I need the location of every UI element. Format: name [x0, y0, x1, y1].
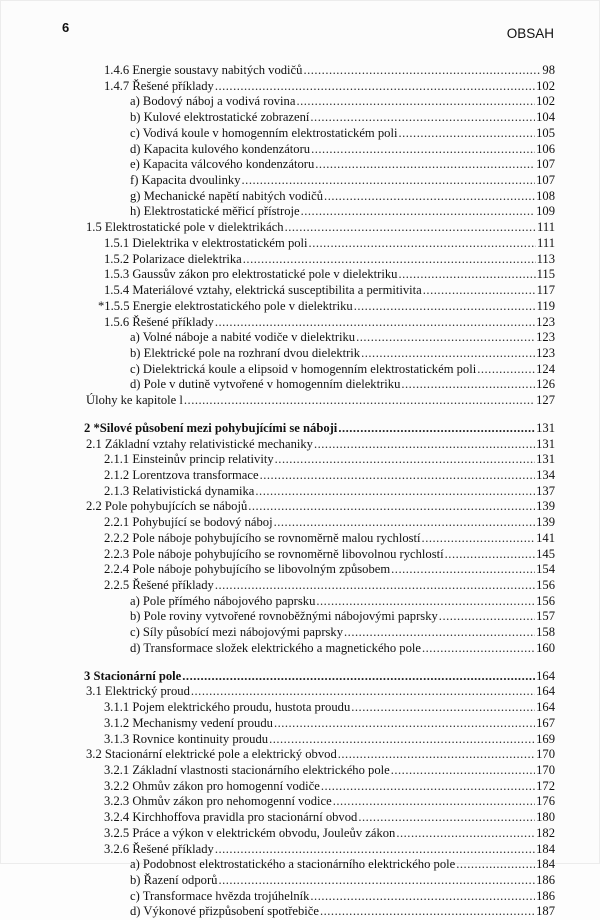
toc-entry-title: 2.2 Pole pohybujících se nábojů: [86, 499, 248, 514]
toc-entry-page: 164: [536, 684, 555, 699]
toc-entry-title: 2.1.3 Relativistická dynamika: [104, 483, 255, 498]
toc-entry-page: 170: [536, 747, 555, 762]
toc-entry-title: 2.2.2 Pole náboje pohybujícího se rovnoměrně malou rychlostí: [104, 530, 421, 545]
dot-leader: [184, 393, 535, 409]
toc-entry[interactable]: [130, 377, 555, 393]
toc-entry-title: d) Pole v dutině vytvořené v homogenním dielektriku: [130, 377, 401, 392]
toc-entry-title: b) Řazení odporů: [130, 873, 218, 887]
toc-entry-title: 3.1 Elektrický proud: [86, 684, 190, 699]
toc-entry-page: 184: [536, 857, 555, 872]
dot-leader: [354, 299, 536, 315]
toc-entry-page: 98: [542, 63, 555, 77]
dot-leader: [310, 110, 535, 126]
dot-leader: [391, 562, 535, 578]
toc-entry[interactable]: [86, 393, 555, 409]
dot-leader: [243, 252, 536, 268]
toc-entry-title: 1.4.7 Řešené příklady: [104, 78, 214, 93]
toc-entry[interactable]: [104, 716, 555, 732]
toc-entry[interactable]: [86, 684, 555, 700]
dot-leader: [333, 794, 535, 810]
toc-entry[interactable]: [130, 594, 555, 610]
toc-entry-page: 156: [536, 578, 555, 593]
toc-entry-title: d) Kapacita kulového kondenzátoru: [130, 141, 311, 156]
dot-leader: [296, 94, 535, 110]
dot-leader: [320, 904, 535, 920]
toc-entry[interactable]: [104, 531, 555, 547]
toc-entry-page: 156: [536, 593, 555, 608]
toc-entry[interactable]: [104, 79, 555, 95]
toc-entry-title: a) Pole přímého nábojového paprsku: [130, 593, 316, 608]
dot-leader: [314, 437, 535, 453]
dot-leader: [445, 547, 535, 563]
toc-entry-page: 107: [536, 173, 555, 188]
toc-entry-page: 186: [536, 873, 555, 887]
dot-leader: [423, 283, 536, 299]
toc-entry-page: 182: [536, 825, 555, 840]
toc-entry-page: 158: [536, 625, 555, 640]
toc-entry-page: 172: [536, 778, 555, 793]
toc-entry-title: 3.1.3 Rovnice kontinuity proudu: [104, 731, 269, 746]
toc-entry[interactable]: [130, 904, 555, 920]
toc-entry-page: 102: [536, 94, 555, 109]
dot-leader: [361, 346, 535, 362]
toc-entry-title: c) Transformace hvězda trojúhelník: [130, 888, 310, 903]
toc-entry-title: 1.5.1 Dielektrika v elektrostatickém poli: [104, 235, 308, 250]
toc-entry[interactable]: [104, 562, 555, 578]
toc-entry-title: c) Síly působící mezi nábojovými paprsky: [130, 625, 344, 640]
dot-leader: [191, 684, 535, 700]
dot-leader: [398, 267, 535, 283]
toc-entry-title: 1.5.2 Polarizace dielektrika: [104, 251, 242, 266]
dot-leader: [248, 499, 535, 515]
dot-leader: [182, 669, 535, 685]
dot-leader: [338, 421, 535, 437]
toc-entry[interactable]: [130, 126, 555, 142]
toc-entry[interactable]: [130, 873, 555, 889]
toc-entry[interactable]: [86, 499, 555, 515]
toc-entry-title: 3.2.5 Práce a výkon v elektrickém obvodu, Jouleův zákon: [104, 825, 396, 840]
toc-entry[interactable]: [86, 747, 555, 763]
toc-entry-title: 2.1.2 Lorentzova transformace: [104, 468, 259, 482]
toc-entry-page: 123: [536, 314, 555, 329]
dot-leader: [285, 220, 536, 236]
dot-leader: [391, 763, 535, 779]
dot-leader: [456, 857, 535, 873]
toc-entry[interactable]: [130, 189, 555, 205]
toc-entry-title: e) Kapacita válcového kondenzátoru: [130, 157, 315, 172]
toc-entry-title: d) Výkonové přizpůsobení spotřebiče: [130, 904, 319, 919]
toc-entry[interactable]: [130, 94, 555, 110]
toc-entry-title: 2.2.3 Pole náboje pohybujícího se rovnoměrně libovolnou rychlostí: [104, 546, 444, 561]
toc-entry[interactable]: [130, 142, 555, 158]
toc-entry-title: 3.2.6 Řešené příklady: [104, 841, 214, 856]
toc-entry-title: 2.1 Základní vztahy relativistické mechaniky: [86, 436, 313, 451]
toc-entry-page: 111: [537, 220, 555, 235]
dot-leader: [338, 747, 535, 763]
toc-entry[interactable]: [104, 842, 555, 858]
toc-entry-title: 1.5 Elektrostatické pole v dielektrikách: [86, 220, 284, 235]
toc-entry-page: 126: [536, 377, 555, 392]
toc-entry-title: h) Elektrostatické měřicí přístroje: [130, 204, 300, 219]
toc-entry-title: *1.5.5 Energie elektrostatického pole v dielektriku: [98, 298, 353, 313]
toc-entry-page: 131: [536, 452, 555, 467]
toc-entry-page: 186: [536, 888, 555, 903]
toc-entry-title: 1.5.3 Gaussův zákon pro elektrostatické pole v dielektriku: [104, 267, 398, 282]
toc-entry-page: 137: [536, 483, 555, 498]
toc-entry-page: 102: [536, 78, 555, 93]
dot-leader: [324, 189, 535, 205]
dot-leader: [321, 779, 535, 795]
toc-entry[interactable]: [104, 468, 555, 484]
toc-entry[interactable]: [130, 110, 555, 126]
toc-entry[interactable]: [104, 700, 555, 716]
toc-entry-page: 164: [536, 668, 555, 683]
dot-leader: [215, 315, 535, 331]
page-number: 6: [62, 20, 70, 35]
toc-entry-title: a) Podobnost elektrostatického a stacionárního elektrického pole: [130, 857, 456, 872]
toc-entry[interactable]: [104, 452, 555, 468]
toc-entry-title: 3 Stacionární pole: [84, 668, 182, 683]
toc-entry-page: 176: [536, 794, 555, 809]
toc-entry[interactable]: [130, 204, 555, 220]
toc-entry-title: 3.1.2 Mechanismy vedení proudu: [104, 715, 273, 730]
toc-entry-page: 109: [536, 204, 555, 219]
dot-leader: [311, 142, 535, 158]
toc-entry-title: 3.2.1 Základní vlastnosti stacionárního elektrického pole: [104, 762, 390, 777]
toc-entry-title: g) Mechanické napětí nabitých vodičů: [130, 188, 324, 203]
toc-entry-page: 180: [536, 810, 555, 825]
toc-entry-page: 104: [536, 110, 555, 125]
toc-entry-title: f) Kapacita dvoulinky: [130, 173, 241, 188]
dot-leader: [260, 468, 536, 484]
toc-entry-title: d) Transformace složek elektrického a magnetického pole: [130, 640, 421, 655]
toc-entry[interactable]: [130, 889, 555, 905]
toc-entry-page: 127: [536, 393, 555, 408]
toc-entry-title: 2.2.4 Pole náboje pohybujícího se libovolným způsobem: [104, 562, 391, 577]
dot-leader: [218, 873, 535, 889]
toc-entry[interactable]: [104, 547, 555, 563]
toc-entry-title: 3.1.1 Pojem elektrického proudu, hustota proudu: [104, 700, 351, 715]
dot-leader: [398, 126, 535, 142]
toc-entry-page: 164: [536, 700, 555, 715]
toc-entry[interactable]: [104, 578, 555, 594]
running-header-title: OBSAH: [506, 26, 554, 41]
toc-entry-title: b) Pole roviny vytvořené rovnoběžnými nábojovými paprsky: [130, 609, 438, 624]
dot-leader: [351, 700, 535, 716]
toc-entry-title: b) Kulové elektrostatické zobrazení: [130, 110, 310, 125]
toc-entry[interactable]: [130, 625, 555, 641]
toc-entry-page: 139: [536, 515, 555, 530]
toc-entry-page: 123: [536, 330, 555, 345]
toc-entry-title: 3.2.3 Ohmův zákon pro nehomogenní vodice: [104, 794, 332, 809]
toc-entry[interactable]: [104, 515, 555, 531]
toc-chapter-entry[interactable]: [84, 421, 555, 437]
toc-entry[interactable]: [104, 732, 555, 748]
dot-leader: [255, 484, 535, 500]
toc-entry[interactable]: [104, 810, 555, 826]
toc-entry-title: c) Dielektrická koule a elipsoid v homogenním elektrostatickém poli: [130, 361, 477, 376]
dot-leader: [215, 79, 535, 95]
dot-leader: [396, 826, 535, 842]
toc-chapter-entry[interactable]: [84, 669, 555, 685]
toc-entry-page: 115: [536, 267, 555, 282]
toc-entry-title: 2.1.1 Einsteinův princip relativity: [104, 452, 274, 467]
dot-leader: [422, 641, 535, 657]
toc-entry-title: 3.2.2 Ohmův zákon pro homogenní vodiče: [104, 778, 320, 793]
dot-leader: [439, 609, 535, 625]
toc-entry[interactable]: [86, 220, 555, 236]
toc-entry-title: a) Bodový náboj a vodivá rovina: [130, 94, 296, 109]
toc-entry-page: 154: [536, 562, 555, 577]
toc-entry-page: 111: [537, 235, 555, 250]
dot-leader: [215, 842, 535, 858]
toc-entry-page: 170: [536, 762, 555, 777]
toc-entry-title: b) Elektrické pole na rozhraní dvou dielektrik: [130, 345, 361, 360]
dot-leader: [269, 732, 535, 748]
dot-leader: [477, 362, 535, 378]
toc-entry-page: 113: [536, 251, 555, 266]
toc-entry[interactable]: [130, 330, 555, 346]
dot-leader: [401, 377, 535, 393]
toc-entry[interactable]: [104, 283, 555, 299]
toc-entry[interactable]: [130, 641, 555, 657]
dot-leader: [301, 204, 536, 220]
toc-entry-page: 157: [536, 609, 555, 624]
toc-entry-title: c) Vodivá koule v homogenním elektrostatickém poli: [130, 125, 398, 140]
toc-entry-title: Úlohy ke kapitole l: [86, 393, 183, 408]
toc-entry[interactable]: [130, 346, 555, 362]
toc-entry-title: 2.2.1 Pohybující se bodový náboj: [104, 515, 273, 530]
toc-entry-title: 1.5.6 Řešené příklady: [104, 314, 214, 329]
toc-entry-title: 2.2.5 Řešené příklady: [104, 578, 214, 593]
toc-entry-page: 134: [536, 468, 555, 482]
toc-entry[interactable]: [104, 779, 555, 795]
toc-entry[interactable]: [130, 173, 555, 189]
dot-leader: [356, 330, 535, 346]
dot-leader: [422, 531, 536, 547]
toc-entry[interactable]: [130, 362, 555, 378]
dot-leader: [358, 810, 535, 826]
toc-entry[interactable]: [104, 252, 555, 268]
toc-entry-title: 2 *Silové působení mezi pohybujícími se náboji: [84, 420, 338, 435]
toc-entry[interactable]: [104, 484, 555, 500]
dot-leader: [274, 716, 535, 732]
toc-entry-page: 105: [536, 125, 555, 140]
toc-entry-page: 124: [536, 361, 555, 376]
toc-entry-title: a) Volné náboje a nabité vodiče v dielektriku: [130, 330, 356, 345]
toc-entry-page: 119: [536, 298, 555, 313]
toc-entry-page: 107: [536, 157, 555, 172]
toc-entry-title: 3.2.4 Kirchhoffova pravidla pro stacionární obvod: [104, 810, 358, 825]
toc-entry-title: 1.4.6 Energie soustavy nabitých vodičů: [104, 63, 303, 77]
toc-entry-page: 184: [536, 841, 555, 856]
toc-entry-title: 3.2 Stacionární elektrické pole a elektrický obvod: [86, 747, 337, 762]
toc-entry-page: 123: [536, 345, 555, 360]
toc-entry[interactable]: [130, 857, 555, 873]
dot-leader: [315, 157, 535, 173]
toc-entry-page: 108: [536, 188, 555, 203]
toc-entry-page: 106: [536, 141, 555, 156]
toc-entry-page: 145: [536, 546, 555, 561]
toc-entry-page: 167: [536, 715, 555, 730]
dot-leader: [275, 452, 535, 468]
toc-entry[interactable]: [104, 794, 555, 810]
toc-entry[interactable]: [104, 315, 555, 331]
toc-entry-page: 139: [536, 499, 555, 514]
dot-leader: [344, 625, 535, 641]
toc-entry-page: 117: [536, 283, 555, 298]
toc-entry-page: 187: [536, 904, 555, 919]
dot-leader: [303, 63, 541, 79]
toc-entry-page: 169: [536, 731, 555, 746]
toc-entry[interactable]: [104, 763, 555, 779]
toc-entry-title: 1.5.4 Materiálové vztahy, elektrická susceptibilita a permitivita: [104, 283, 422, 298]
toc-entry[interactable]: [130, 157, 555, 173]
dot-leader: [274, 515, 536, 531]
toc-entry[interactable]: [130, 609, 555, 625]
toc-entry[interactable]: [104, 236, 555, 252]
dot-leader: [242, 173, 536, 189]
dot-leader: [310, 889, 535, 905]
toc-entry[interactable]: [98, 299, 555, 315]
toc-entry-page: 141: [536, 530, 555, 545]
dot-leader: [309, 236, 536, 252]
dot-leader: [215, 578, 535, 594]
toc-entry-page: 160: [536, 640, 555, 655]
toc-entry[interactable]: [104, 826, 555, 842]
dot-leader: [316, 594, 535, 610]
toc-entry[interactable]: [86, 437, 555, 453]
toc-entry[interactable]: [104, 63, 555, 79]
toc-entry-page: 131: [536, 420, 555, 435]
toc-entry-page: 131: [536, 436, 555, 451]
toc-entry[interactable]: [104, 267, 555, 283]
